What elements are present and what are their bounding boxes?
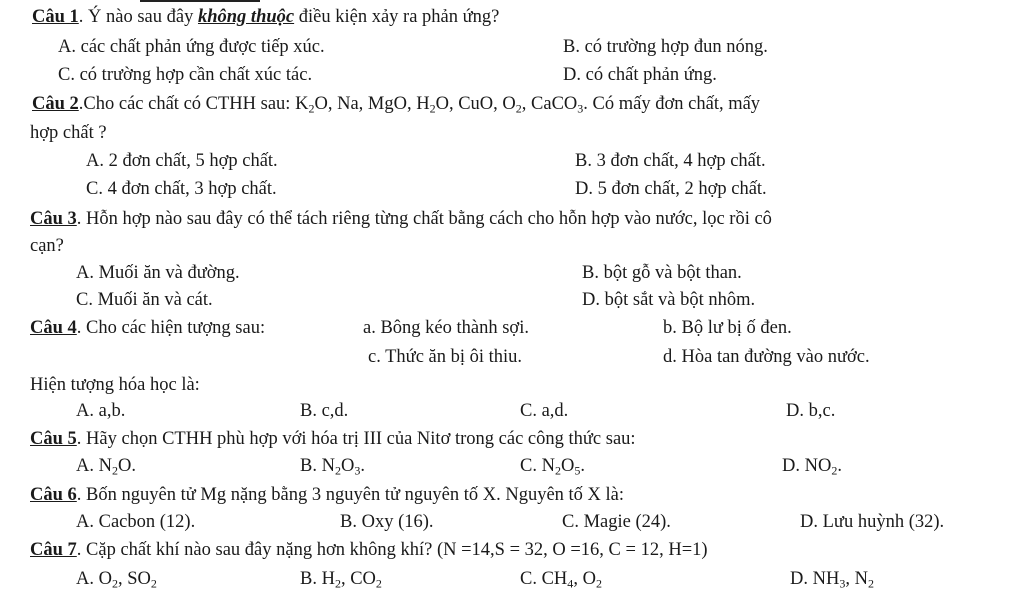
question-7-text: . Cặp chất khí nào sau đây nặng hơn không khí? (N =14,S = 32, O =16, C = 12, H=1) <box>76 540 708 560</box>
q7-option-a <box>76 570 157 589</box>
formula-part: K <box>295 94 309 114</box>
formula-subscript: 2 <box>111 576 118 591</box>
formula-part: B. N <box>300 456 335 476</box>
question-6-stem <box>30 486 624 505</box>
formula-subscript: 2 <box>375 576 382 591</box>
formula-subscript: 2 <box>515 101 522 116</box>
q5-option-c <box>520 457 585 476</box>
formula-subscript: 3 <box>839 576 846 591</box>
formula-part: , CO <box>340 569 376 589</box>
question-1-stem <box>32 8 499 27</box>
question-7-number: Câu 7 <box>30 540 77 560</box>
question-2-stem <box>32 95 760 114</box>
formula-subscript: 3 <box>577 101 584 116</box>
question-1-text-post: điều kiện xảy ra phản ứng? <box>294 7 500 27</box>
formula-subscript: 2 <box>334 463 341 478</box>
question-4-stem <box>30 319 265 338</box>
formula-subscript: 5 <box>574 463 581 478</box>
formula-subscript: 2 <box>334 576 341 591</box>
question-4-text: . Cho các hiện tượng sau: <box>76 318 266 338</box>
q6-option-b: B. Oxy (16). <box>340 512 434 532</box>
formula-subscript: 2 <box>308 101 315 116</box>
formula-subscript: 2 <box>595 576 602 591</box>
question-3-continuation: cạn? <box>30 236 64 256</box>
q4-phenomenon-c: c. Thức ăn bị ôi thiu. <box>368 347 523 367</box>
formula-subscript: 3 <box>354 463 361 478</box>
question-2-text-post: . Có mấy đơn chất, mấy <box>583 94 761 114</box>
formula-part: . <box>837 456 842 476</box>
formula-part: A. N <box>76 456 112 476</box>
formula-part: C. CH <box>520 569 568 589</box>
formula-part: , SO <box>118 569 151 589</box>
question-6-number: Câu 6 <box>30 485 77 505</box>
formula-part: O <box>560 456 575 476</box>
q3-option-c: C. Muối ăn và cát. <box>76 290 213 310</box>
q7-option-c <box>520 570 602 589</box>
cutoff-rule <box>140 0 260 2</box>
question-5-text: . Hãy chọn CTHH phù hợp với hóa trị III của Nitơ trong các công thức sau: <box>76 429 636 449</box>
formula-part: C. N <box>520 456 555 476</box>
formula-subscript: 4 <box>567 576 574 591</box>
q3-option-d: D. bột sắt và bột nhôm. <box>582 290 756 310</box>
question-2-text-pre: .Cho các chất có CTHH sau: <box>78 94 296 114</box>
formula-subscript: 2 <box>429 101 436 116</box>
question-5-stem <box>30 430 636 449</box>
formula-subscript: 2 <box>831 463 838 478</box>
formula-part: B. H <box>300 569 335 589</box>
formula-part: . <box>580 456 585 476</box>
q6-option-a: A. Cacbon (12). <box>76 512 196 532</box>
formula-part: O. <box>118 456 136 476</box>
question-3-stem <box>30 210 772 229</box>
q5-option-d <box>782 457 842 476</box>
formula-part: , N <box>845 569 868 589</box>
formula-part: . <box>360 456 365 476</box>
q4-option-a: A. a,b. <box>76 401 126 421</box>
q2-option-a: A. 2 đơn chất, 5 hợp chất. <box>86 151 278 171</box>
formula-subscript: 2 <box>554 463 561 478</box>
q2-option-d: D. 5 đơn chất, 2 hợp chất. <box>575 179 767 199</box>
question-7-stem <box>30 541 708 560</box>
q2-option-c: C. 4 đơn chất, 3 hợp chất. <box>86 179 277 199</box>
q6-option-d: D. Lưu huỳnh (32). <box>800 512 945 532</box>
formula-part: , O <box>573 569 596 589</box>
formula-part: O <box>340 456 355 476</box>
formula-part: A. O <box>76 569 112 589</box>
formula-part: , CaCO <box>521 94 578 114</box>
question-5-number: Câu 5 <box>30 429 77 449</box>
question-6-text: . Bốn nguyên tử Mg nặng bằng 3 nguyên tử nguyên tố X. Nguyên tố X là: <box>76 485 625 505</box>
formula-part: D. NO <box>782 456 832 476</box>
formula-subscript: 2 <box>867 576 874 591</box>
q4-option-c: C. a,d. <box>520 401 569 421</box>
question-4-number: Câu 4 <box>30 318 77 338</box>
q1-option-c: C. có trường hợp cần chất xúc tác. <box>58 65 313 85</box>
q1-option-a: A. các chất phản ứng được tiếp xúc. <box>58 37 325 57</box>
question-4-prompt: Hiện tượng hóa học là: <box>30 375 200 395</box>
q3-option-b: B. bột gỗ và bột than. <box>582 263 742 283</box>
q6-option-c: C. Magie (24). <box>562 512 671 532</box>
question-2-continuation: hợp chất ? <box>30 123 107 143</box>
q2-option-b: B. 3 đơn chất, 4 hợp chất. <box>575 151 766 171</box>
formula-part: O, CuO, O <box>435 94 516 114</box>
q3-option-a: A. Muối ăn và đường. <box>76 263 240 283</box>
q5-option-a <box>76 457 136 476</box>
formula-subscript: 2 <box>150 576 157 591</box>
question-1-number: Câu 1 <box>32 7 79 27</box>
q7-option-b <box>300 570 382 589</box>
q4-option-d: D. b,c. <box>786 401 836 421</box>
question-2-number: Câu 2 <box>32 94 79 114</box>
q7-option-d <box>790 570 874 589</box>
q4-phenomenon-b: b. Bộ lư bị ố đen. <box>663 318 792 338</box>
q1-option-d: D. có chất phản ứng. <box>563 65 717 85</box>
formula-part: O, Na, MgO, H <box>314 94 430 114</box>
q4-phenomenon-a: a. Bông kéo thành sợi. <box>363 318 529 338</box>
q1-option-b: B. có trường hợp đun nóng. <box>563 37 768 57</box>
q5-option-b <box>300 457 365 476</box>
q4-phenomenon-d: d. Hòa tan đường vào nước. <box>663 347 870 367</box>
question-1-emphasis: không thuộc <box>197 7 295 27</box>
formula-part: D. NH <box>790 569 840 589</box>
question-1-text-pre: . Ý nào sau đây <box>78 7 198 27</box>
formula-subscript: 2 <box>111 463 118 478</box>
question-3-text: . Hỗn hợp nào sau đây có thể tách riêng từng chất bằng cách cho hỗn hợp vào nước, lọc rồi cô <box>76 209 772 229</box>
question-3-number: Câu 3 <box>30 209 77 229</box>
q4-option-b: B. c,d. <box>300 401 349 421</box>
